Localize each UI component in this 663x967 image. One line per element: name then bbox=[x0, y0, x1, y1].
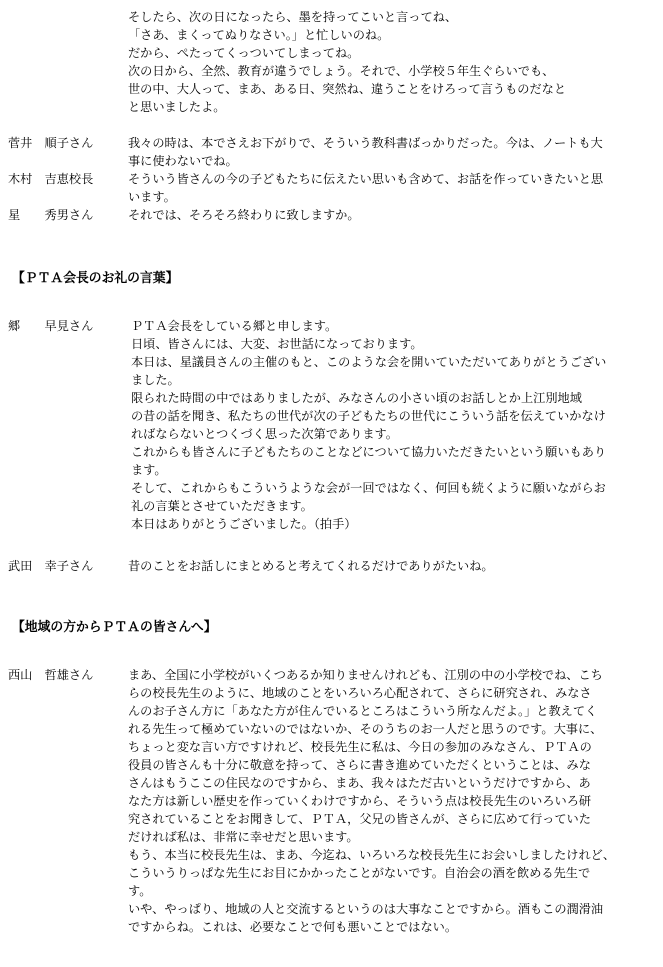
section-heading-pta: 【ＰＴＡ会長のお礼の言葉】 bbox=[12, 271, 179, 286]
text-line: 事に使わないでね。 bbox=[128, 154, 238, 168]
speaker-name: 木村 吉恵校長 bbox=[8, 172, 94, 186]
speech-lines bbox=[128, 666, 658, 936]
text-line: ちょっと変な言い方ですけれど、校長先生に私は、今日の参加のみなさん、ＰＴＡの bbox=[128, 740, 592, 754]
top-continuation-lines bbox=[128, 8, 658, 116]
text-line: います。 bbox=[128, 190, 176, 204]
text-line: だければ私は、非常に幸せだと思います。 bbox=[128, 830, 359, 844]
text-line: なた方は新しい歴史を作っていくわけですから、そういう点は校長先生のいろいろ研 bbox=[128, 794, 592, 808]
text-line: 本日は、星議員さんの主催のもと、このような会を開いていただいてありがとうござい bbox=[131, 355, 607, 369]
speaker-name: 郷 早見さん bbox=[8, 319, 94, 333]
text-line: 礼の言葉とさせていただきます。 bbox=[131, 499, 313, 513]
text-line: 「さあ、まくってぬりなさい。」と忙しいのね。 bbox=[128, 28, 390, 42]
text-line: 日頃、皆さんには、大変、お世話になっております。 bbox=[131, 337, 423, 351]
text-line: それでは、そろそろ終わりに致しますか。 bbox=[128, 208, 360, 222]
text-line: そして、これからもこういうような会が一回ではなく、何回も続くように願いながらお bbox=[131, 481, 606, 495]
text-line: んのお子さん方に「あなた方が住んでいるところはこういう所なんだよ。」と教えてく bbox=[128, 704, 598, 718]
text-line: す。 bbox=[128, 884, 152, 898]
speaker-name: 星 秀男さん bbox=[8, 208, 94, 222]
text-line: そういう皆さんの今の子どもたちに伝えたい思いも含めて、お話を作っていきたいと思 bbox=[128, 172, 604, 186]
text-line: 世の中、大人って、まあ、ある日、突然ね、違うことをけろって言うものだなと bbox=[128, 82, 567, 96]
text-line: と思いましたよ。 bbox=[128, 100, 226, 114]
text-line: そしたら、次の日になったら、墨を持ってこいと言ってね、 bbox=[128, 10, 458, 24]
text-line: の昔の話を聞き、私たちの世代が次の子どもたちの世代にこういう話を伝えていかなけ bbox=[131, 409, 606, 423]
text-line: こういうりっぱな先生にお目にかかったことがないです。自治会の酒を飲める先生で bbox=[128, 866, 591, 880]
text-line: 本日はありがとうございました。（拍手） bbox=[131, 517, 357, 531]
text-line: ました。 bbox=[131, 373, 180, 387]
text-line: だから、ぺたってくっついてしまってね。 bbox=[128, 46, 360, 60]
text-line: ます。 bbox=[131, 463, 167, 477]
text-line: ＰＴＡ会長をしている郷と申します。 bbox=[131, 319, 338, 333]
speech-lines bbox=[128, 206, 658, 224]
text-line: さんはもうここの住民なのですから、まあ、我々はただ古いというだけですから、あ bbox=[128, 776, 591, 790]
speech-lines bbox=[128, 170, 658, 206]
speaker-name: 西山 哲雄さん bbox=[8, 668, 94, 682]
text-line: いや、やっぱり、地域の人と交流するというのは大事なことですから。酒もこの潤滑油 bbox=[128, 902, 604, 916]
text-line: らの校長先生のように、地域のことをいろいろ心配されて、さらに研究され、みなさ bbox=[128, 686, 592, 700]
text-line: 昔のことをお話しにまとめると考えてくれるだけでありがたいね。 bbox=[128, 559, 494, 573]
speech-lines bbox=[128, 134, 658, 170]
section-heading-local: 【地域の方からＰＴＡの皆さんへ】 bbox=[12, 620, 217, 635]
text-line: まあ、全国に小学校がいくつあるか知りませんけれども、江別の中の小学校でね、こち bbox=[128, 668, 603, 682]
text-line: 役員の皆さんも十分に敬意を持って、さらに書き進めていただくということは、みな bbox=[128, 758, 591, 772]
speaker-name: 菅井 順子さん bbox=[8, 136, 94, 150]
text-line: ればならないとつくづく思った次第であります。 bbox=[131, 427, 398, 441]
speaker-name: 武田 幸子さん bbox=[8, 559, 94, 573]
speech-lines bbox=[128, 557, 658, 575]
text-line: 我々の時は、本でさえお下がりで、そういう教科書ばっかりだった。今は、ノートも大 bbox=[128, 136, 603, 150]
text-line: ですからね。これは、必要なことで何も悪いことではない。 bbox=[128, 920, 458, 934]
text-line: れる先生って極めていないのではないか、そのうちのお一人だと思うのです。大事に、 bbox=[128, 722, 603, 736]
text-line: 究されていることをお聞きして、ＰＴＡ，父兄の皆さんが、さらに広めて行っていた bbox=[128, 812, 591, 826]
text-line: 次の日から、全然、教育が違うでしょう。それで、小学校５年生ぐらいでも、 bbox=[128, 64, 555, 78]
text-line: 限られた時間の中ではありましたが、みなさんの小さい頃のお話しとか上江別地域 bbox=[131, 391, 582, 405]
speech-lines bbox=[131, 317, 661, 533]
text-line: これからも皆さんに子どもたちのことなどについて協力いただきたいという願いもあり bbox=[131, 445, 607, 459]
text-line: もう、本当に校長先生は、まあ、今迄ね、いろいろな校長先生にお会いしましたけれど、 bbox=[128, 848, 616, 862]
